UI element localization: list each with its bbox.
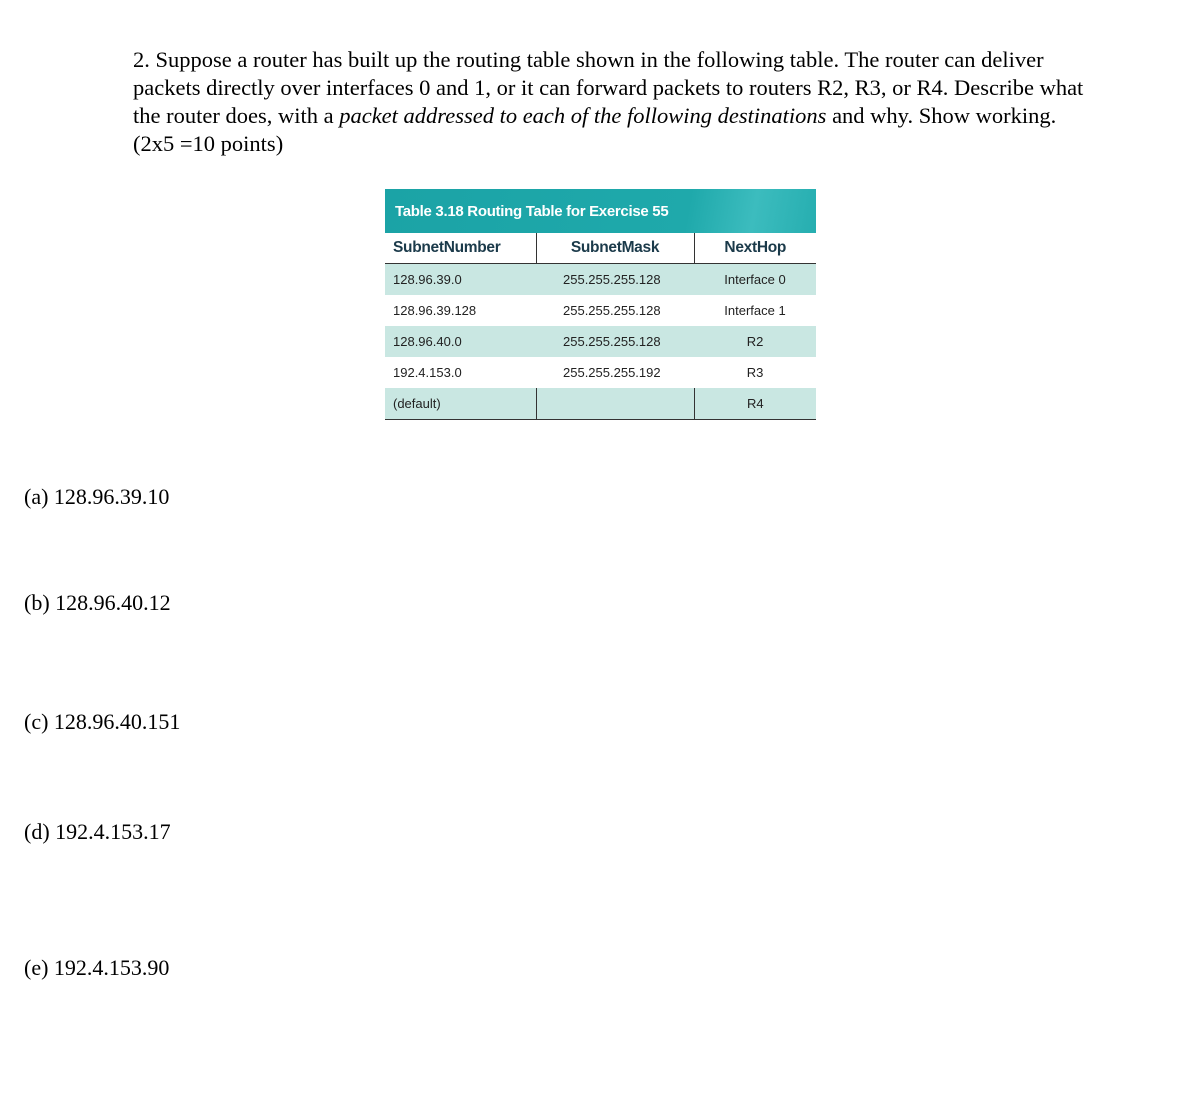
cell-subnet-number: 128.96.40.0 — [385, 326, 536, 357]
cell-next-hop: R3 — [746, 365, 764, 380]
cell-subnet-number: 192.4.153.0 — [393, 365, 462, 380]
table-row — [385, 295, 816, 326]
column-header-subnet-mask: SubnetMask — [536, 233, 694, 264]
cell-next-hop: Interface 0 — [694, 264, 816, 296]
table-row — [385, 326, 816, 357]
question-line-2: packets directly over interfaces 0 and 1, or it can forward packets to routers R2, R3, or R4. Describe what — [133, 75, 1084, 100]
question-points: (2x5 =10 points) — [133, 131, 284, 156]
part-e: (e) 192.4.153.90 — [24, 955, 170, 980]
question-line-3-italic: packet addressed to each of the following destinations — [339, 103, 827, 128]
question-line-3-start: the router does, with a — [133, 103, 340, 128]
routing-table — [385, 189, 816, 420]
part-a: (a) 128.96.39.10 — [24, 484, 170, 509]
cell-subnet-number: 128.96.39.0 — [385, 264, 536, 296]
table-row — [385, 388, 816, 420]
question-line-3-end: and why. Show working. — [826, 103, 1057, 128]
cell-subnet-mask: 255.255.255.128 — [536, 326, 694, 357]
question-text — [133, 46, 1163, 158]
table-row — [385, 264, 816, 296]
cell-next-hop: R2 — [694, 326, 816, 357]
cell-next-hop: Interface 1 — [724, 303, 786, 318]
cell-next-hop: R4 — [694, 388, 816, 420]
table-row — [385, 357, 816, 388]
cell-subnet-mask: 255.255.255.128 — [563, 303, 661, 318]
part-b: (b) 128.96.40.12 — [24, 590, 171, 615]
column-header-next-hop: NextHop — [694, 233, 816, 264]
part-c: (c) 128.96.40.151 — [24, 709, 181, 734]
cell-subnet-mask: 255.255.255.192 — [563, 365, 661, 380]
column-header-subnet-number: SubnetNumber — [385, 233, 536, 264]
routing-table-grid — [385, 233, 816, 420]
cell-subnet-number: 128.96.39.128 — [393, 303, 477, 318]
part-d: (d) 192.4.153.17 — [24, 819, 171, 844]
table-title: Table 3.18 Routing Table for Exercise 55 — [385, 189, 816, 233]
cell-subnet-mask: 255.255.255.128 — [536, 264, 694, 296]
cell-subnet-number: (default) — [385, 388, 536, 420]
table-header-row — [385, 233, 816, 264]
cell-subnet-mask — [536, 388, 694, 420]
question-line-1: 2. Suppose a router has built up the routing table shown in the following table. The router can deliver — [133, 47, 1044, 72]
question-line-3 — [133, 102, 1163, 130]
